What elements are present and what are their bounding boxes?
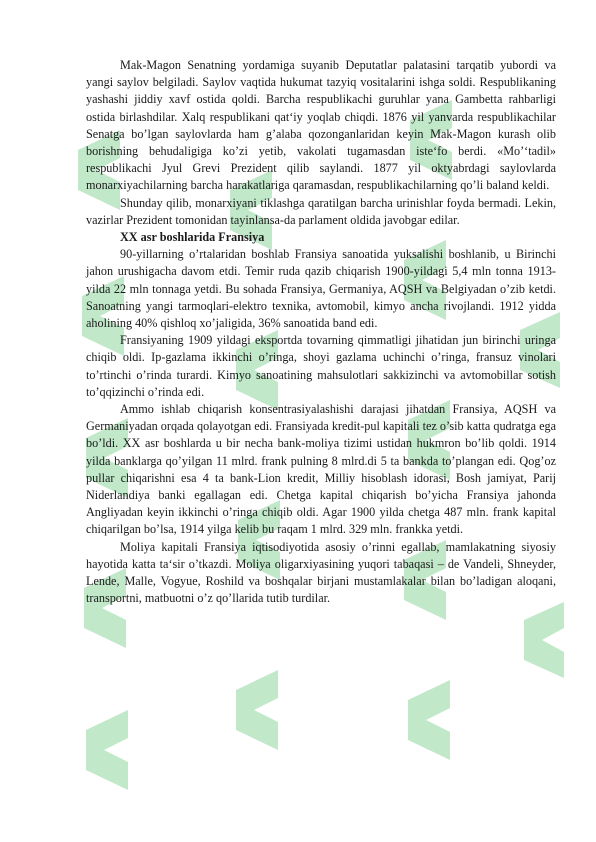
paragraph-6: Moliya kapitali Fransiya iqtisodiyotida asosiy o’rinni egallab, mamlakatning siyosiy hayotida katta ta‘sir o’tkazdi. Moliya oligarxiyasining yuqori tabaqasi – de Vandeli, Shneyder, Lende, Malle, Vogyue, Roshild va boshqalar birjani mustamlakalar bilan bo’ladigan aloqani, transportni, matbuotni o’z qo’llarida tutib turdilar. bbox=[86, 539, 556, 606]
paragraph-3: 90-yillarning o’rtalaridan boshlab Fransiya sanoatida yuksalishi boshlanib, u Birinchi jahon urushigacha davom etdi. Temir ruda qazib chiqarish 1900-yildagi 5,4 mln tonna 1913-yilda 22 mln tonnaga yetdi. Bu sohada Fransiya, Germaniya, AQSH va Belgiyadan o’zib ketdi. Sanoatning yangi tarmoqlari-elektro texnika, avtomobil, kimyo ancha rivojlandi. 1912 yidda aholining 40% qishloq xo’jaligida, 36% sanoatida band edi. bbox=[86, 247, 556, 331]
section-heading: XX asr boshlarida Fransiya bbox=[120, 230, 265, 245]
paragraph-1: Mak-Magon Senatning yordamiga suyanib Deputatlar palatasini tarqatib yubordi va yangi saylov belgiladi. Saylov vaqtida hukumat tazyiq vositalarini ishga soldi. Respublikaning yashashi jiddiy xavf ostida qoldi. Barcha respublikachi guruhlar yana Gambetta rahbarligi ostida birlashdilar. Xalq respublikani qat‘iy yoqlab chiqdi. 1876 yil yanvarda respublikachilar Senatga bo’lgan saylovlarda ham g’alaba qozonganlaridan keyin Mak-Magon kurash olib borishning behudaligiga ko’zi yetib, vakolati tugamasdan iste‘fo berdi. «Mo’‘tadil» respublikachi Jyul Grevi Prezident qilib saylandi. 1877 yil oktyabrdagi saylovlarda monarxiyachilarning barcha harakatlariga qaramasdan, respublikachilarning qo’li baland keldi. bbox=[86, 58, 556, 193]
paragraph-2: Shunday qilib, monarxiyani tiklashga qaratilgan barcha urinishlar foyda bermadi. Lekin, vazirlar Prezident tomonidan tayinlansa-da parlament oldida javobgar edilar. bbox=[86, 195, 556, 227]
paragraph-4: Fransiyaning 1909 yildagi eksportda tovarning qimmatligi jihatidan jun birinchi uringa chiqib oldi. Ip-gazlama ikkinchi o’ringa, shoyi gazlama uchinchi o’ringa, fransuz vinolari to’rtinchi o’rinda turardi. Kimyo sanoatining mahsulotlari sakkizinchi va avtomobillar sotish to’qqizinchi o’rinda edi. bbox=[86, 333, 556, 399]
paragraph-5: Ammo ishlab chiqarish konsentrasiyalashishi darajasi jihatdan Fransiya, AQSH va Germaniyadan orqada qolayotgan edi. Fransiyada kredit-pul kapitali tez o’sib katta qudratga ega bo’ldi. XX asr boshlarda u bir necha bank-moliya tizimi ustidan hukmron bo’lib qoldi. 1914 yilda banklarga qo’yilgan 11 mlrd. frank pulning 8 mlrd.di 5 ta bankda to’plangan edi. Qog’oz pullar chiqarishni esa 4 ta bank-Lion kredit, Milliy hisoblash idorasi, Bosh jamiyat, Parij Niderlandiya banki egallagan edi. Chetga kapital chiqarish bo’yicha Fransiya jahonda Angliyadan keyin ikkinchi o’ringa chiqib oldi. Agar 1900 yilda chetga 487 mln. frank kapital chiqarilgan bo’lsa, 1914 yilga kelib bu raqam 1 mlrd. 329 mln. frankka yetdi. bbox=[86, 402, 556, 537]
document-body bbox=[86, 57, 556, 608]
